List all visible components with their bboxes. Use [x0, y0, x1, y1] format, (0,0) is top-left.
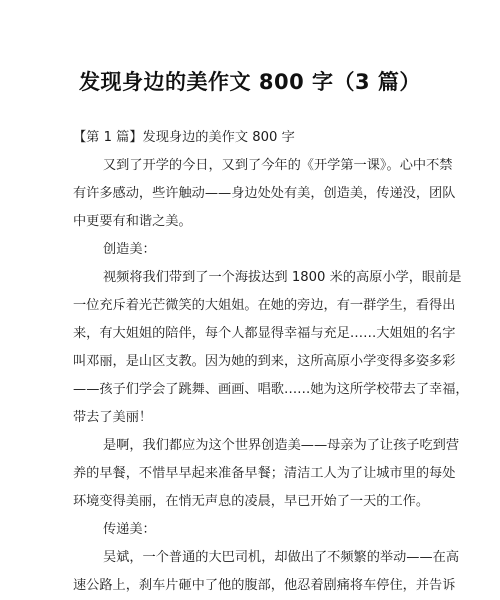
text-line: 视频将我们带到了一个海拔达到 1800 米的高原小学，眼前是	[103, 270, 462, 285]
text-line: 有许多感动，些许触动——身边处处有美，创造美，传递没，团队	[73, 186, 456, 201]
text-line: 传递美：	[103, 522, 156, 537]
section-heading: 【第 1 篇】发现身边的美作文 800 字	[73, 130, 295, 145]
text-line: 又到了开学的今日，又到了今年的《开学第一课》。心中不禁	[103, 158, 453, 173]
text-line: 环境变得美丽，在悄无声息的凌晨，早已开始了一天的工作。	[73, 494, 430, 509]
paragraph-lines	[73, 152, 469, 600]
text-line: 来，有大姐姐的陪伴，每个人都显得幸福与充足……大姐姐的名字	[73, 326, 456, 341]
text-line: 速公路上，刹车片砸中了他的腹部，他忍着剧痛将车停住，并告诉	[73, 578, 456, 593]
document-title: 发现身边的美作文 800 字（3 篇）	[79, 70, 421, 94]
text-line: 叫邓丽，是山区支教。因为她的到来，这所高原小学变得多姿多彩	[73, 354, 456, 369]
text-line: 吴斌，一个普通的大巴司机，却做出了不频繁的举动——在高	[103, 550, 460, 565]
text-line: 是啊，我们都应为这个世界创造美——母亲为了让孩子吃到营	[103, 438, 460, 453]
text-line: 养的早餐，不惜早早起来准备早餐；清洁工人为了让城市里的每处	[73, 466, 456, 481]
article-body	[73, 124, 469, 600]
text-line: 中更要有和谐之美。	[73, 214, 192, 229]
text-line: 带去了美丽！	[73, 410, 153, 425]
text-line: ——孩子们学会了跳舞、画画、唱歌……她为这所学校带去了幸福，	[73, 382, 469, 397]
text-line: 创造美：	[103, 242, 156, 257]
text-line: 一位充斥着光芒微笑的大姐姐。在她的旁边，有一群学生，看得出	[73, 298, 456, 313]
